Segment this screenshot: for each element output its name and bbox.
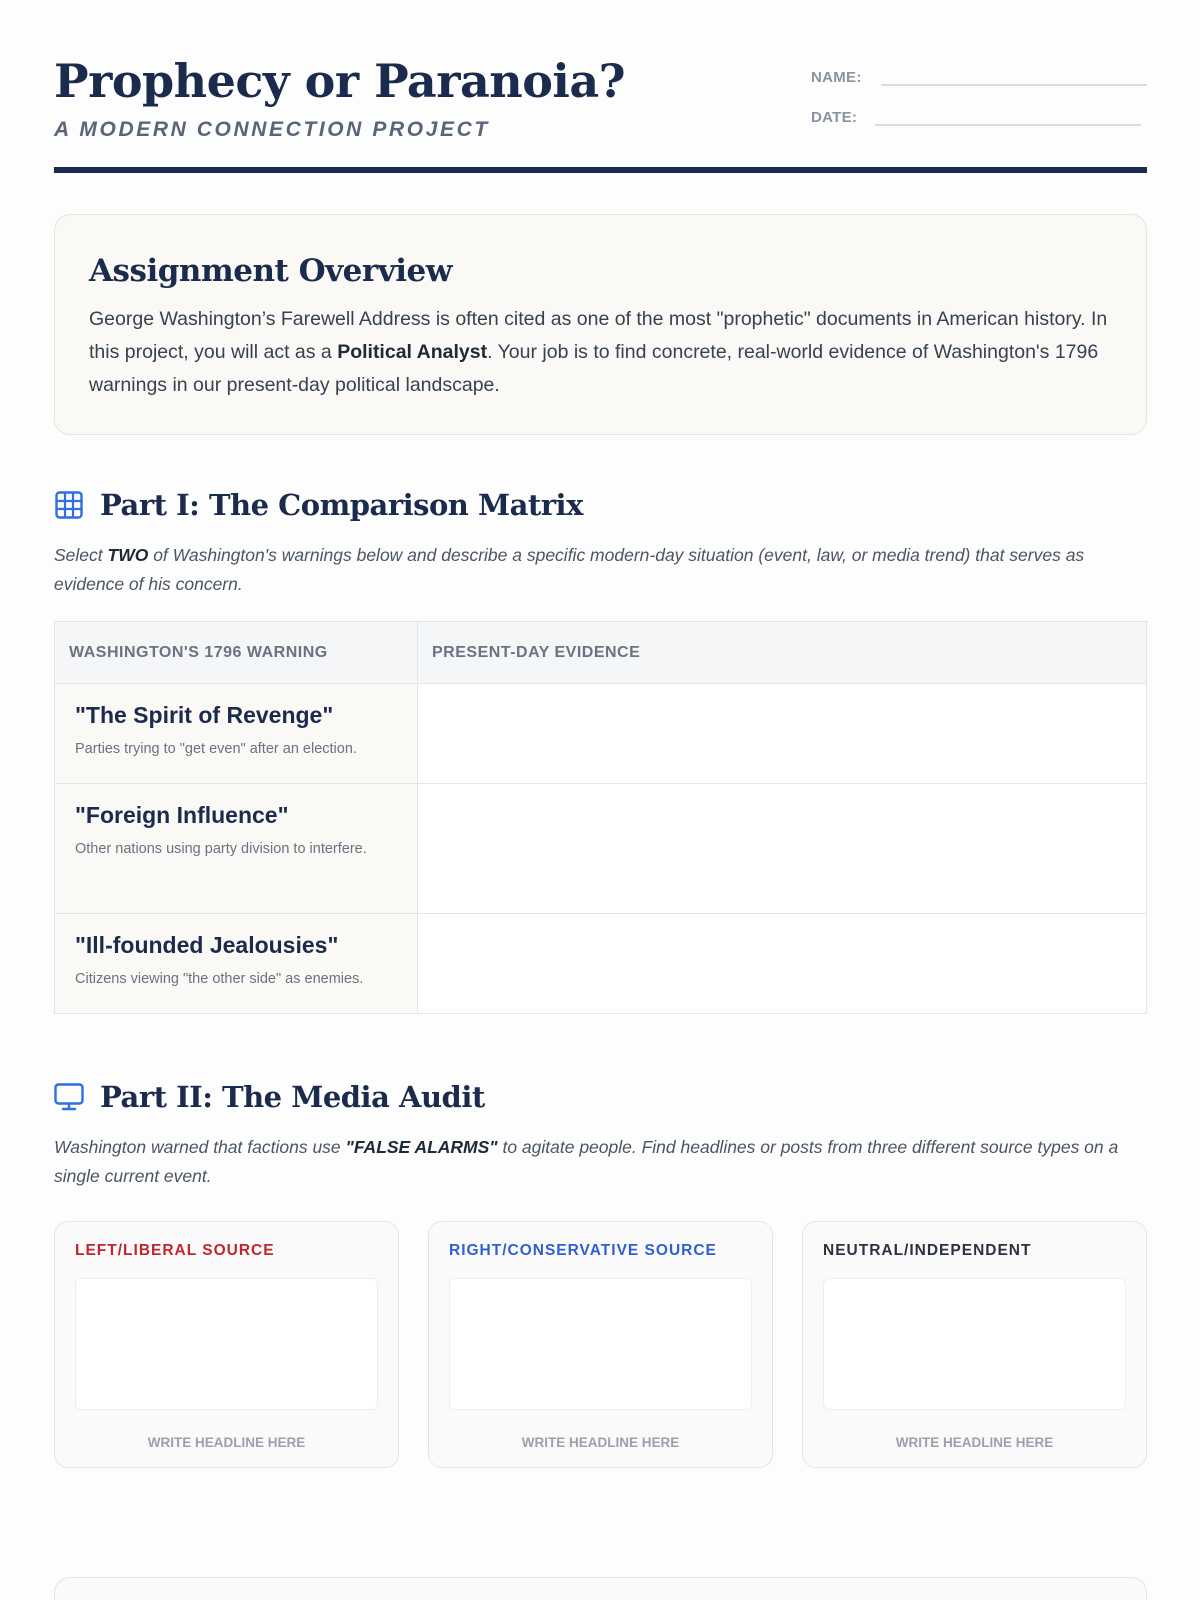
overview-text-after: . Your job is to find concrete, real-world evidence of Washington's 1796 warnings in our present-day political landscape. bbox=[89, 341, 1099, 396]
part2-instr-bold: "FALSE ALARMS" bbox=[345, 1137, 498, 1157]
source-card-neutral bbox=[802, 1221, 1147, 1468]
headline-box[interactable] bbox=[823, 1278, 1126, 1410]
warning-title: "Foreign Influence" bbox=[75, 802, 289, 828]
name-field bbox=[811, 60, 1147, 86]
warning-title: "Ill-founded Jealousies" bbox=[75, 932, 339, 958]
source-card-label: RIGHT/CONSERVATIVE SOURCE bbox=[449, 1242, 717, 1259]
headline-hint: WRITE HEADLINE HERE bbox=[521, 1435, 680, 1450]
next-section-card bbox=[54, 1577, 1147, 1600]
comparison-matrix-table bbox=[54, 621, 1147, 1014]
source-card-right bbox=[428, 1221, 773, 1468]
evidence-cell[interactable] bbox=[418, 684, 1147, 784]
part1-instr-after: of Washington's warnings below and describe a specific modern-day situation (event, law, or media trend) that serves as evidence of his concern. bbox=[54, 545, 1085, 594]
page-subtitle: A MODERN CONNECTION PROJECT bbox=[54, 118, 490, 141]
overview-heading: Assignment Overview bbox=[89, 253, 452, 289]
source-card-left bbox=[54, 1221, 399, 1468]
source-card-label: NEUTRAL/INDEPENDENT bbox=[823, 1242, 1032, 1259]
date-label: DATE: bbox=[811, 109, 858, 126]
grid-icon bbox=[54, 490, 84, 520]
overview-text bbox=[89, 303, 1112, 402]
media-audit-cards bbox=[54, 1221, 1147, 1468]
worksheet-page bbox=[54, 0, 1147, 1450]
assignment-overview-card bbox=[54, 214, 1147, 435]
source-card-label: LEFT/LIBERAL SOURCE bbox=[75, 1242, 275, 1259]
headline-hint: WRITE HEADLINE HERE bbox=[147, 1435, 306, 1450]
headline-hint: WRITE HEADLINE HERE bbox=[895, 1435, 1054, 1450]
part2-instructions bbox=[54, 1133, 1147, 1191]
monitor-icon bbox=[54, 1082, 84, 1112]
part1-heading: Part I: The Comparison Matrix bbox=[100, 488, 583, 522]
table-row bbox=[55, 784, 1147, 914]
part1-instr-bold: TWO bbox=[107, 545, 149, 565]
overview-text-bold: Political Analyst bbox=[337, 341, 488, 363]
warning-description: Citizens viewing "the other side" as enemies. bbox=[75, 971, 364, 987]
evidence-cell[interactable] bbox=[418, 784, 1147, 914]
column-header-warning: WASHINGTON'S 1796 WARNING bbox=[55, 622, 418, 684]
worksheet-header bbox=[54, 0, 1147, 174]
part2-instr-after: to agitate people. Find headlines or posts from three different source types on a single current event. bbox=[54, 1137, 1119, 1186]
header-divider bbox=[54, 167, 1147, 173]
warning-description: Other nations using party division to interfere. bbox=[75, 841, 367, 857]
part1-instructions bbox=[54, 541, 1147, 599]
page-title: Prophecy or Paranoia? bbox=[54, 54, 626, 108]
headline-box[interactable] bbox=[75, 1278, 378, 1410]
warning-cell bbox=[55, 914, 418, 1014]
name-label: NAME: bbox=[811, 69, 862, 86]
table-header-row bbox=[55, 622, 1147, 684]
name-line[interactable] bbox=[881, 60, 1147, 86]
evidence-cell[interactable] bbox=[418, 914, 1147, 1014]
overview-text-before: George Washington’s Farewell Address is often cited as one of the most "prophetic" documents in American history. In this project, you will act as a bbox=[89, 308, 1108, 363]
table-row bbox=[55, 914, 1147, 1014]
part2-instr-before: Washington warned that factions use bbox=[54, 1137, 346, 1157]
date-field bbox=[811, 100, 1141, 126]
part1-instr-before: Select bbox=[54, 545, 108, 565]
part2-heading: Part II: The Media Audit bbox=[100, 1080, 485, 1114]
part1-heading-row bbox=[54, 488, 583, 522]
warning-description: Parties trying to "get even" after an election. bbox=[75, 741, 357, 757]
table-row bbox=[55, 684, 1147, 784]
part2-heading-row bbox=[54, 1080, 485, 1114]
warning-cell bbox=[55, 784, 418, 914]
warning-cell bbox=[55, 684, 418, 784]
headline-box[interactable] bbox=[449, 1278, 752, 1410]
column-header-evidence: PRESENT-DAY EVIDENCE bbox=[418, 622, 1147, 684]
date-line[interactable] bbox=[875, 100, 1141, 126]
warning-title: "The Spirit of Revenge" bbox=[75, 702, 334, 728]
